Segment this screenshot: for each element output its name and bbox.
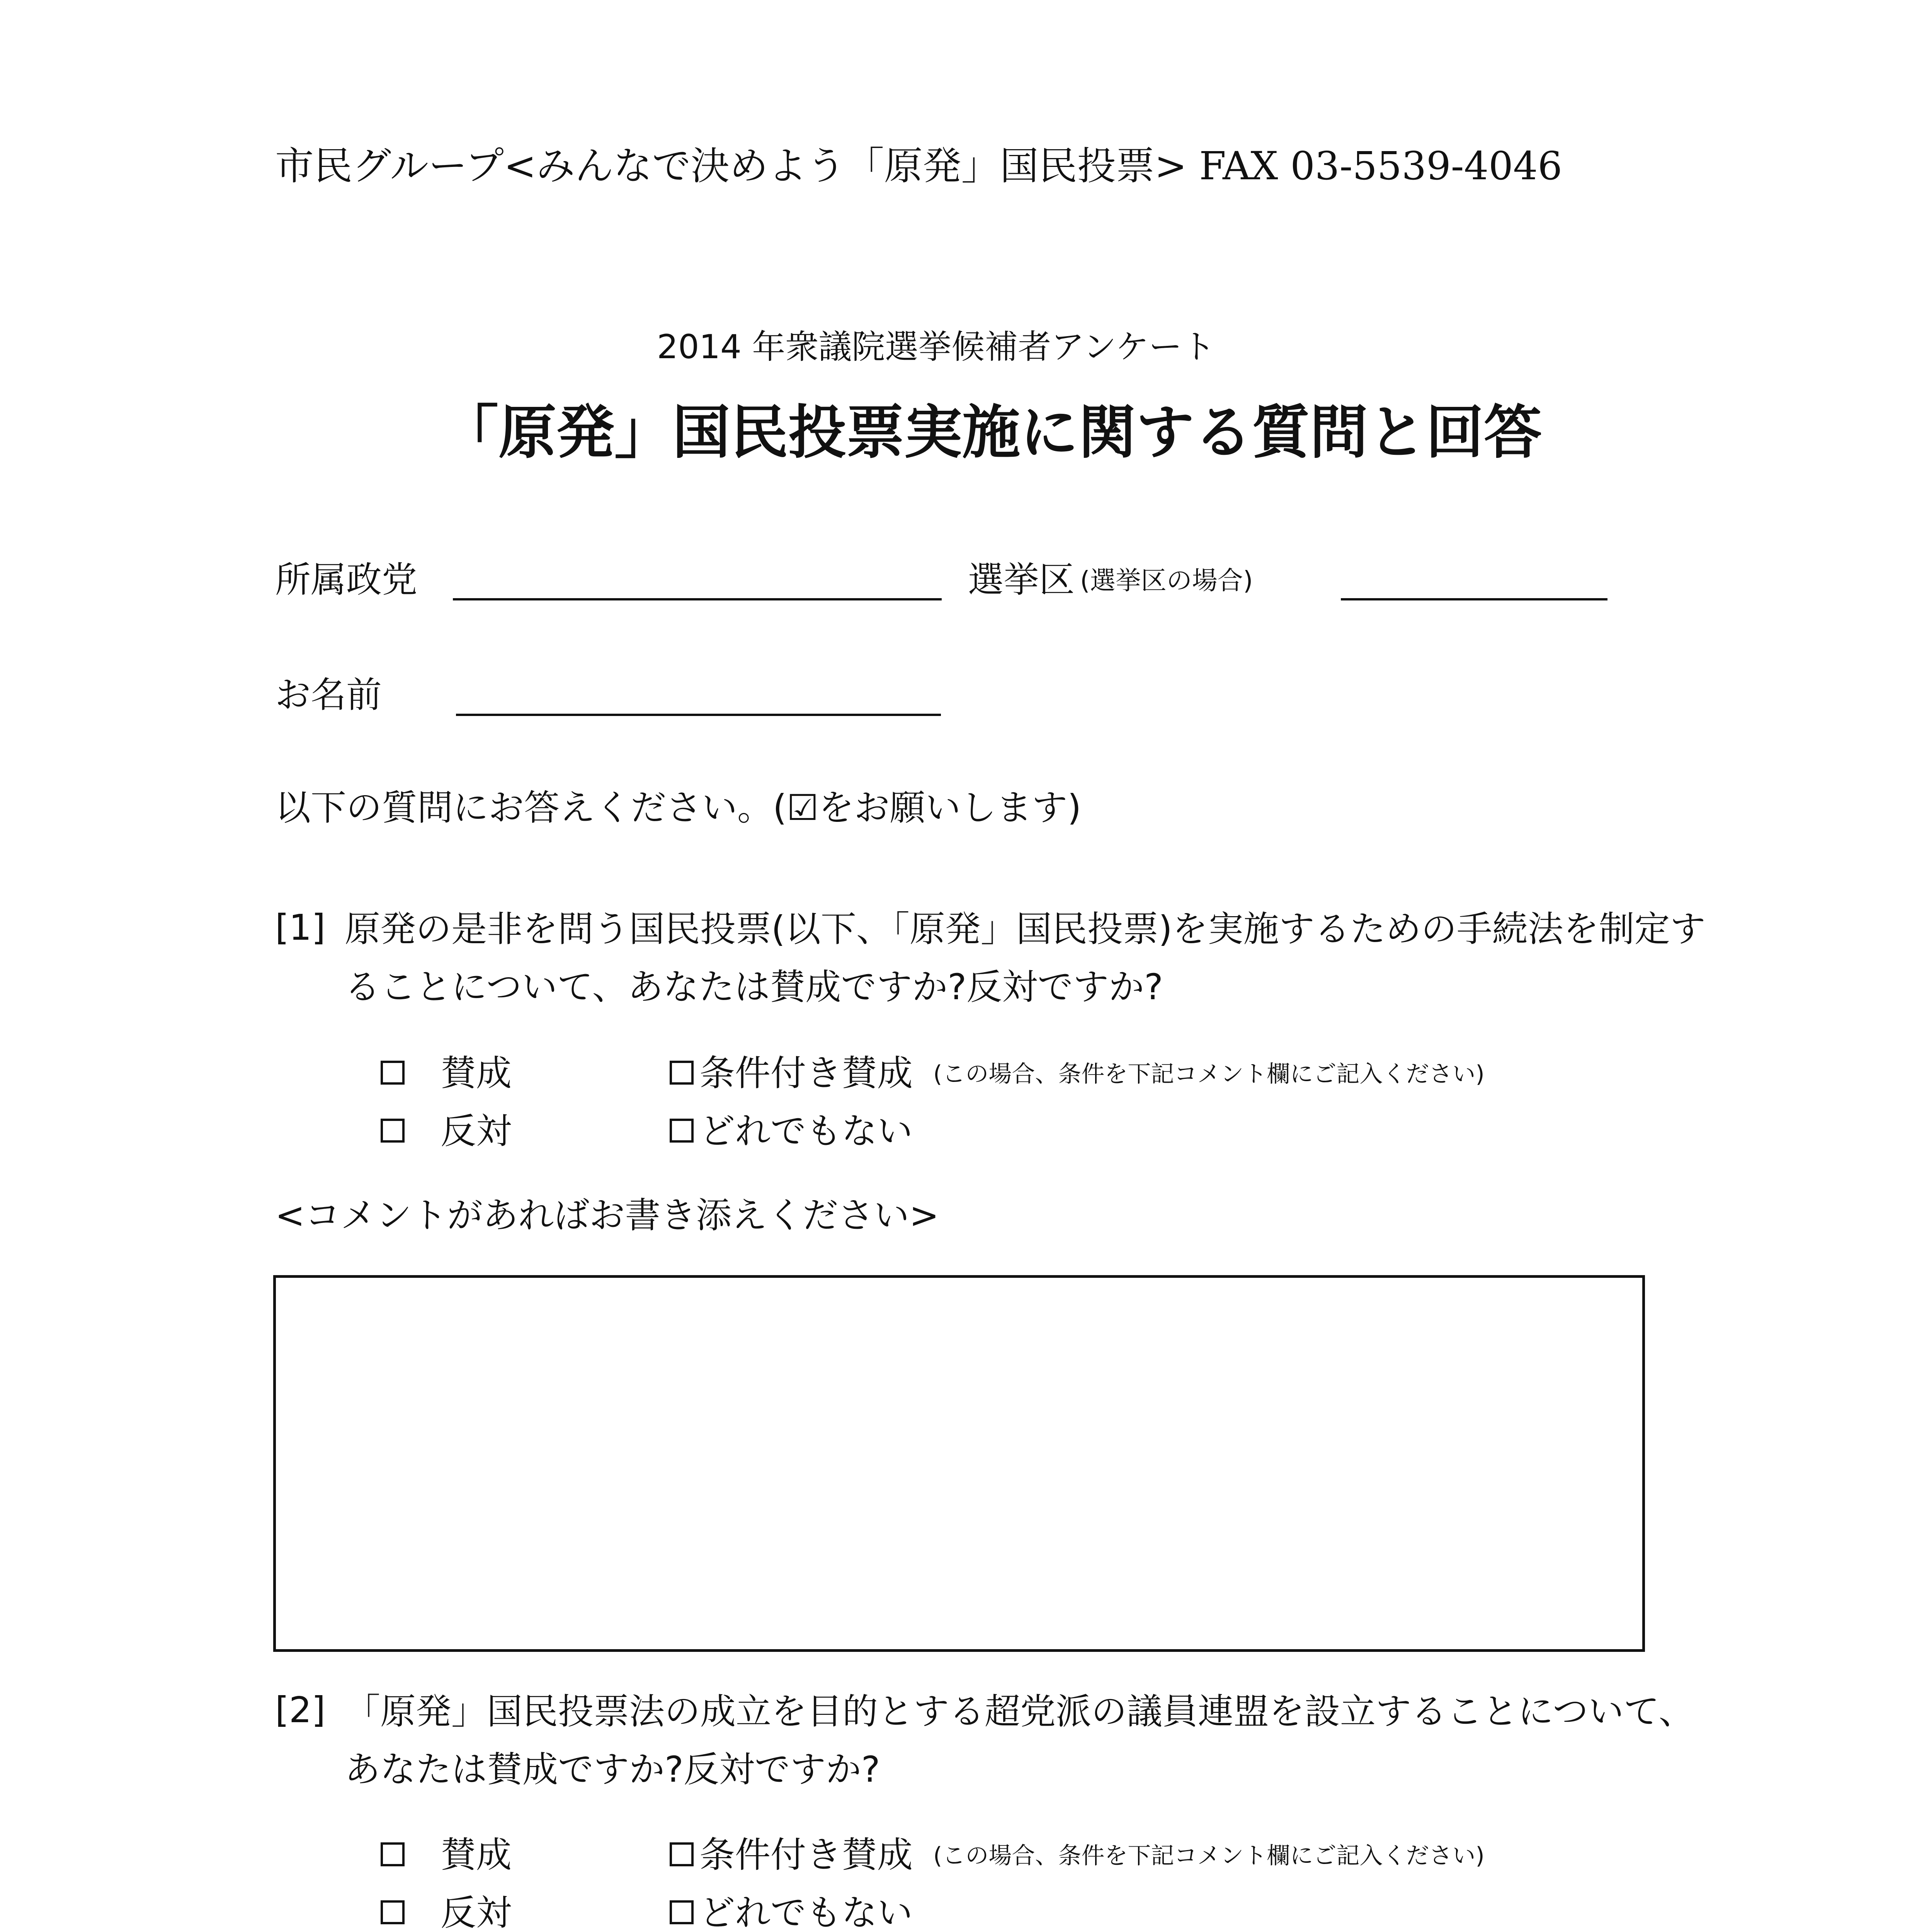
q1-neither-checkbox[interactable] [670, 1119, 694, 1143]
q1-agree-checkbox[interactable] [381, 1061, 405, 1085]
q2-agree-label: 賛成 [441, 1834, 512, 1876]
organization-header: 市民グループ<みんなで決めよう「原発」国民投票> FAX 03-5539-4046 [275, 143, 1563, 189]
q1-conditional-checkbox[interactable] [670, 1061, 694, 1085]
party-input-line[interactable] [453, 598, 942, 600]
question-1-number: [1] [275, 907, 326, 948]
q2-oppose-checkbox[interactable] [381, 1900, 405, 1924]
q1-conditional-label: 条件付き賛成 [699, 1053, 913, 1094]
party-label: 所属政党 [275, 559, 418, 600]
question-2-text: 「原発」国民投票法の成立を目的とする超党派の議員連盟を設立することについて、あなたは賛成ですか?反対ですか? [345, 1691, 1694, 1790]
survey-title: 「原発」国民投票実施に関する質問と回答 [441, 399, 1542, 466]
district-label: 選挙区 [968, 559, 1075, 600]
name-label: お名前 [275, 674, 382, 716]
q2-conditional-label: 条件付き賛成 [699, 1834, 913, 1876]
q1-oppose-checkbox[interactable] [381, 1119, 405, 1143]
q1-neither-label: どれでもない [699, 1111, 913, 1152]
q1-oppose-label: 反対 [441, 1111, 512, 1152]
q1-comment-box[interactable] [273, 1275, 1645, 1652]
question-1-text: 原発の是非を問う国民投票(以下、「原発」国民投票)を実施するための手続法を制定することについて、あなたは賛成ですか?反対ですか? [345, 908, 1706, 1008]
q2-agree-checkbox[interactable] [381, 1842, 405, 1866]
q2-neither-label: どれでもない [699, 1892, 913, 1932]
q1-comment-prompt: <コメントがあればお書き添えください> [275, 1195, 939, 1236]
q1-agree-label: 賛成 [441, 1053, 512, 1094]
instructions: 以下の質問にお答えください。(☑をお願いします) [275, 787, 1082, 828]
district-note: (選挙区の場合) [1080, 566, 1253, 595]
q2-neither-checkbox[interactable] [670, 1900, 694, 1924]
question-2-number: [2] [275, 1689, 326, 1731]
survey-subtitle: 2014 年衆議院選挙候補者アンケート [657, 328, 1216, 366]
q2-conditional-checkbox[interactable] [670, 1842, 694, 1866]
name-input-line[interactable] [456, 714, 941, 716]
q2-oppose-label: 反対 [441, 1892, 512, 1932]
q2-conditional-note: (この場合、条件を下記コメント欄にご記入ください) [933, 1842, 1485, 1869]
q1-conditional-note: (この場合、条件を下記コメント欄にご記入ください) [933, 1061, 1485, 1088]
district-input-line[interactable] [1341, 598, 1607, 600]
